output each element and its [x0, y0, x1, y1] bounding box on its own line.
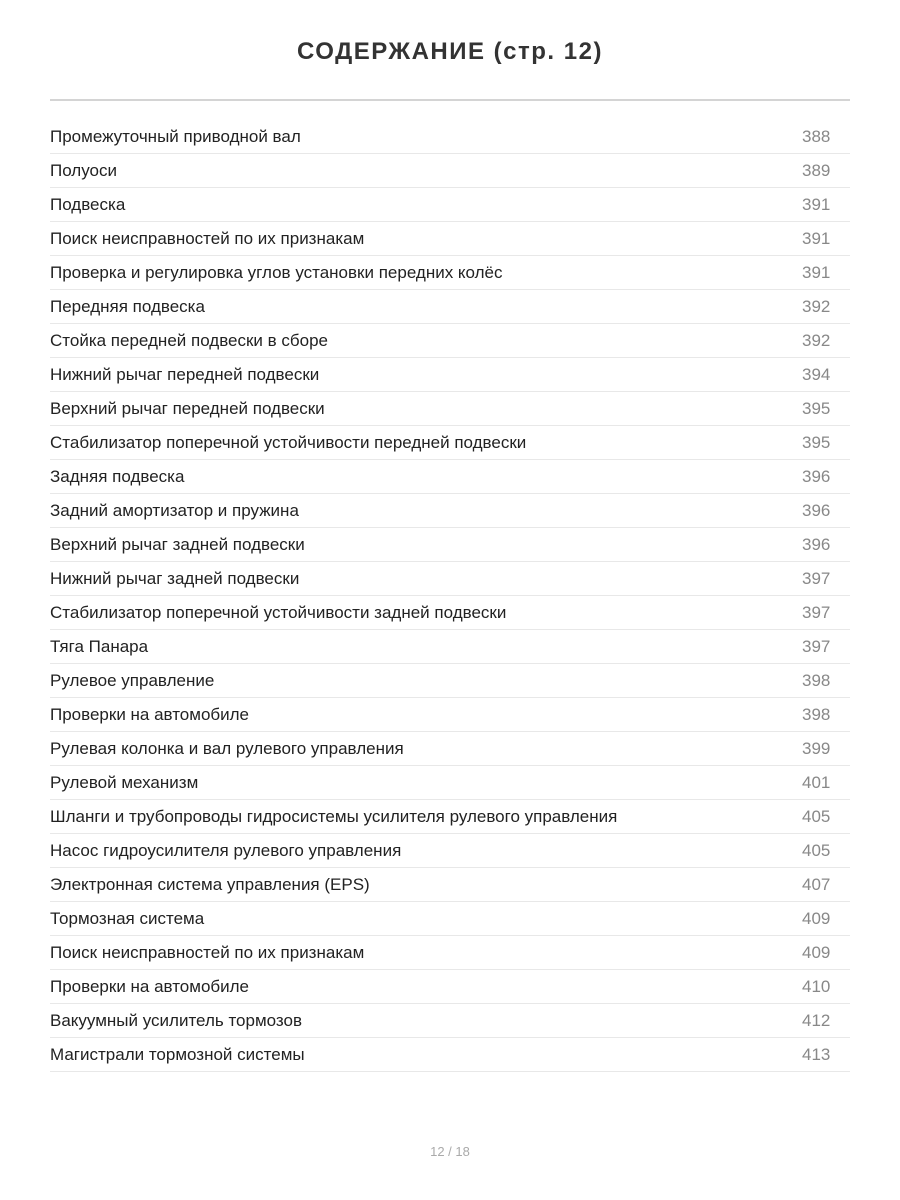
toc-entry[interactable]	[50, 222, 850, 256]
toc-entry[interactable]	[50, 528, 850, 562]
toc-entry-page: 391	[802, 228, 831, 248]
toc-entry-page: 388	[802, 126, 831, 146]
toc-entry-title: Стабилизатор поперечной устойчивости задней подвески	[50, 602, 507, 622]
toc-entry-page: 409	[802, 942, 831, 962]
toc-entry-title: Нижний рычаг задней подвески	[50, 568, 300, 588]
toc-entry[interactable]	[50, 188, 850, 222]
toc-entry-title: Задняя подвеска	[50, 466, 185, 486]
toc-entry-page: 389	[802, 160, 831, 180]
toc-entry-title: Рулевая колонка и вал рулевого управления	[50, 738, 404, 758]
toc-entry[interactable]	[50, 970, 850, 1004]
toc-entry[interactable]	[50, 1038, 850, 1072]
toc-entry-title: Шланги и трубопроводы гидросистемы усилителя рулевого управления	[50, 806, 618, 826]
toc-entry-title: Подвеска	[50, 194, 126, 214]
toc-entry-page: 399	[802, 738, 831, 758]
toc-entry-page: 395	[802, 432, 831, 452]
toc-entry[interactable]	[50, 664, 850, 698]
toc-entry-title: Стабилизатор поперечной устойчивости передней подвески	[50, 432, 527, 452]
toc-entry-page: 394	[802, 364, 831, 384]
toc-entry-page: 395	[802, 398, 831, 418]
toc-entry-title: Тормозная система	[50, 908, 205, 928]
toc-entry-title: Нижний рычаг передней подвески	[50, 364, 320, 384]
toc-entry[interactable]	[50, 868, 850, 902]
toc-entry[interactable]	[50, 426, 850, 460]
toc-entry-title: Стойка передней подвески в сборе	[50, 330, 329, 350]
toc-entry[interactable]	[50, 358, 850, 392]
toc-entry-page: 409	[802, 908, 831, 928]
toc-entry[interactable]	[50, 766, 850, 800]
toc-entry[interactable]	[50, 460, 850, 494]
toc-entry-title: Магистрали тормозной системы	[50, 1044, 305, 1064]
toc-entry-title: Верхний рычаг передней подвески	[50, 398, 325, 418]
toc-entry[interactable]	[50, 630, 850, 664]
toc-entry-title: Проверки на автомобиле	[50, 976, 250, 996]
toc-entry-title: Поиск неисправностей по их признакам	[50, 228, 365, 248]
toc-entry-page: 405	[802, 806, 831, 826]
toc-entry-page: 398	[802, 704, 831, 724]
toc-entry[interactable]	[50, 596, 850, 630]
toc-entry-title: Тяга Панара	[50, 636, 149, 656]
toc-entry[interactable]	[50, 154, 850, 188]
toc-entry-page: 392	[802, 330, 831, 350]
toc-entry-page: 412	[802, 1010, 831, 1030]
toc-entry-page: 405	[802, 840, 831, 860]
toc-entry[interactable]	[50, 698, 850, 732]
toc-entry-page: 397	[802, 568, 831, 588]
toc-entry-title: Проверки на автомобиле	[50, 704, 250, 724]
toc-entry[interactable]	[50, 562, 850, 596]
toc-entry-title: Полуоси	[50, 160, 117, 180]
toc-entry[interactable]	[50, 834, 850, 868]
toc-entry-page: 391	[802, 262, 831, 282]
toc-entry-title: Передняя подвеска	[50, 296, 205, 316]
toc-entry-page: 396	[802, 500, 831, 520]
toc-entry-title: Насос гидроусилителя рулевого управления	[50, 840, 402, 860]
toc-entry[interactable]	[50, 800, 850, 834]
page-title: СОДЕРЖАНИЕ (стр. 12)	[297, 38, 603, 65]
toc-entry[interactable]	[50, 494, 850, 528]
toc-entry-title: Рулевой механизм	[50, 772, 199, 792]
toc-entry-page: 397	[802, 602, 831, 622]
toc-entry-title: Верхний рычаг задней подвески	[50, 534, 305, 554]
toc-entry-page: 396	[802, 466, 831, 486]
toc-entry-page: 396	[802, 534, 831, 554]
page-indicator: 12 / 18	[430, 1144, 470, 1159]
toc-entry[interactable]	[50, 1004, 850, 1038]
toc-entry[interactable]	[50, 324, 850, 358]
toc-entry-page: 410	[802, 976, 831, 996]
toc-entry-page: 401	[802, 772, 831, 792]
toc-entry[interactable]	[50, 290, 850, 324]
toc-list	[50, 120, 850, 1072]
toc-entry[interactable]	[50, 732, 850, 766]
toc-entry[interactable]	[50, 120, 850, 154]
toc-entry-title: Электронная система управления (EPS)	[50, 874, 370, 894]
toc-entry[interactable]	[50, 936, 850, 970]
toc-entry[interactable]	[50, 902, 850, 936]
toc-entry-page: 397	[802, 636, 831, 656]
toc-entry-page: 392	[802, 296, 831, 316]
toc-entry[interactable]	[50, 392, 850, 426]
toc-entry-title: Промежуточный приводной вал	[50, 126, 301, 146]
toc-entry[interactable]	[50, 256, 850, 290]
toc-entry-page: 413	[802, 1044, 831, 1064]
toc-entry-title: Вакуумный усилитель тормозов	[50, 1010, 302, 1030]
toc-entry-title: Рулевое управление	[50, 670, 215, 690]
title-divider	[50, 99, 850, 101]
toc-entry-page: 398	[802, 670, 831, 690]
toc-entry-page: 391	[802, 194, 831, 214]
toc-entry-title: Задний амортизатор и пружина	[50, 500, 299, 520]
toc-entry-title: Поиск неисправностей по их признакам	[50, 942, 365, 962]
toc-entry-page: 407	[802, 874, 831, 894]
toc-entry-title: Проверка и регулировка углов установки передних колёс	[50, 262, 503, 282]
